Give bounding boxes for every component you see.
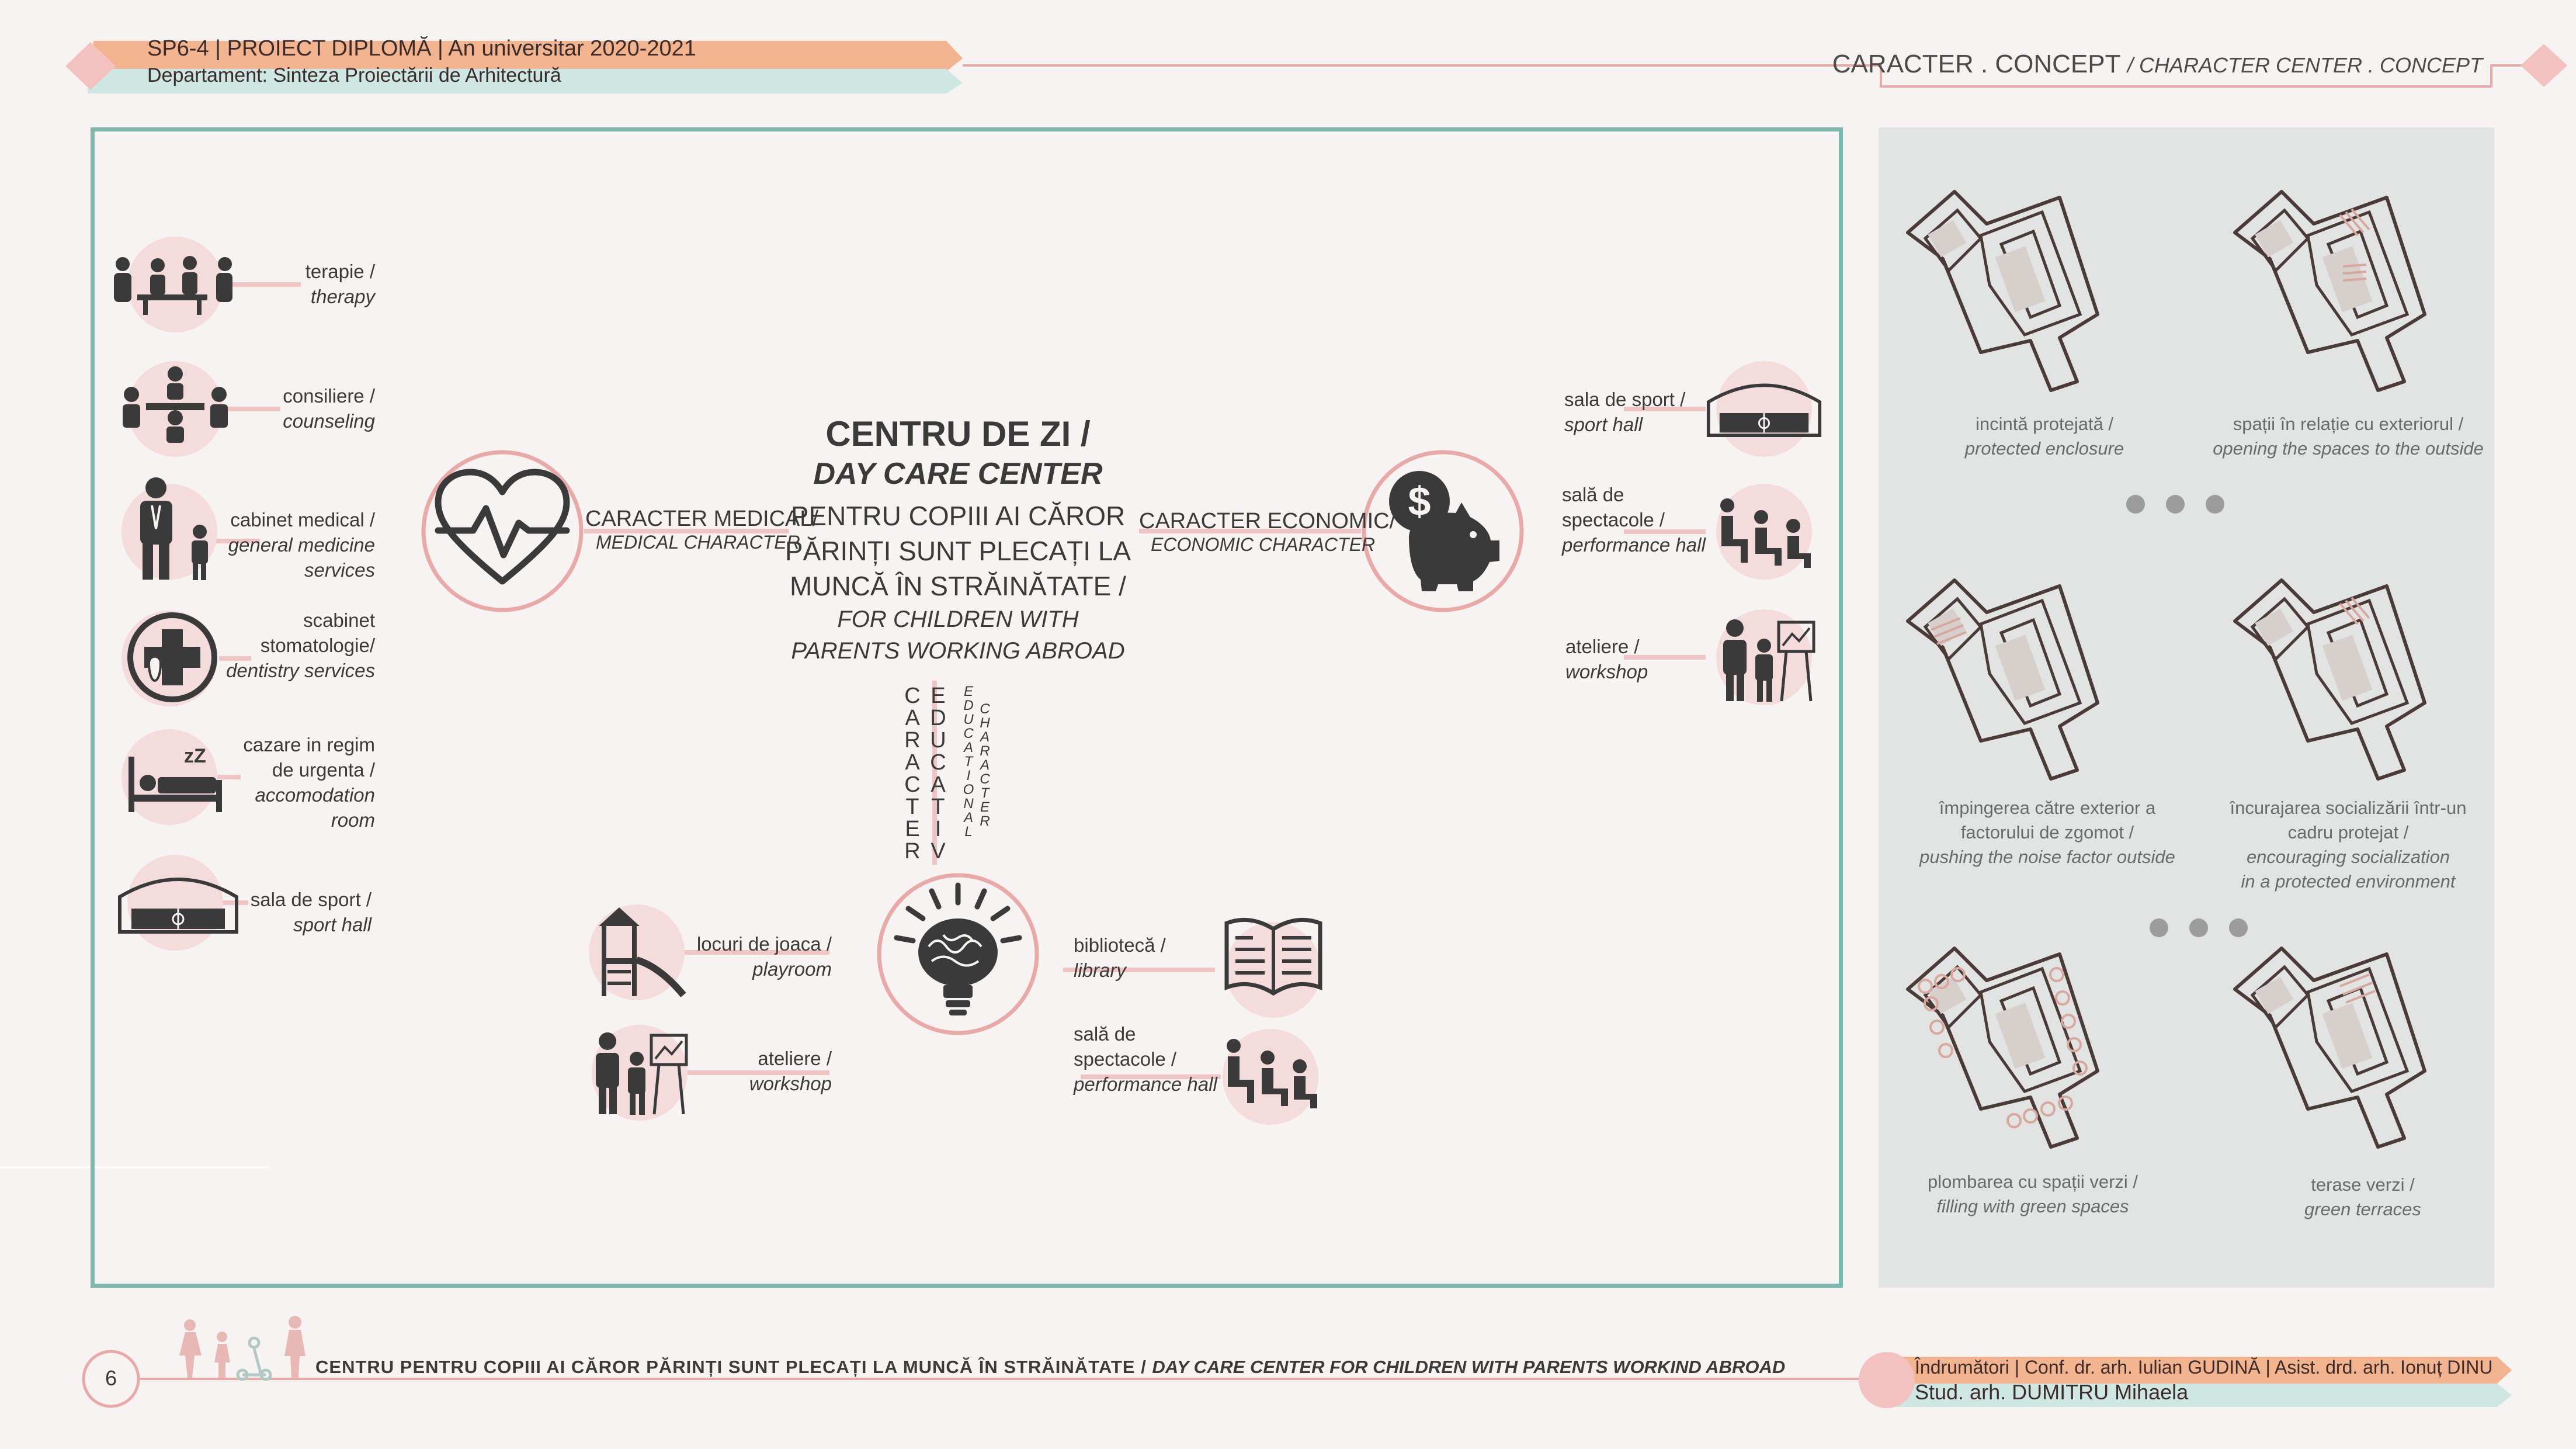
children-figures-icon xyxy=(172,1313,318,1381)
footer-title-ro: CENTRU PENTRU COPIII AI CĂROR PĂRINȚI SUNT PLECAȚI LA MUNCĂ ÎN STRĂINĂTATE / xyxy=(315,1357,1147,1377)
concept-caption-3: împingerea către exterior a factorului de zgomot / pushing the noise factor outside xyxy=(1919,798,2175,867)
workshop-icon xyxy=(1717,611,1817,704)
footer-mentors: Îndrumători | Conf. dr. arh. Iulian GUDINĂ | Asist. drd. arh. Ionuț DINU xyxy=(1915,1357,2493,1378)
center-sub-ro-2: PĂRINȚI SUNT PLECAȚI LA xyxy=(784,536,1131,566)
concept-caption-5: plombarea cu spații verzi / filling with green spaces xyxy=(1927,1171,2138,1216)
sport-hall-icon xyxy=(1706,374,1822,441)
dental-cross-icon xyxy=(126,611,219,704)
counseling-icon xyxy=(117,362,234,444)
footer-student: Stud. arh. DUMITRU Mihaela xyxy=(1915,1380,2189,1404)
concept-plans xyxy=(1879,127,2494,1288)
economic-label-ro: CARACTER ECONOMIC/ xyxy=(1139,509,1396,533)
playroom-label: locuri de joaca / playroom xyxy=(696,933,832,980)
edu-workshop-label: ateliere / workshop xyxy=(749,1048,832,1094)
concept-caption-1: incintă protejată / protected enclosure xyxy=(1964,414,2124,459)
edu-performance-hall-label: sală de spectacole / performance hall xyxy=(1074,1023,1217,1095)
eco-workshop-label: ateliere / workshop xyxy=(1565,636,1648,682)
piggy-bank-icon xyxy=(1386,467,1502,596)
eco-performance-hall-label: sală de spectacole / performance hall xyxy=(1562,484,1706,556)
sport-hall-icon xyxy=(117,868,239,938)
bed-icon xyxy=(126,739,225,815)
section-title-main: CARACTER . CONCEPT xyxy=(1832,50,2120,78)
vertical-educativ: E D U C A T I V xyxy=(930,684,946,864)
therapy-icon xyxy=(108,252,242,317)
counseling-label: consiliere / counseling xyxy=(283,385,375,432)
audience-icon xyxy=(1714,494,1814,570)
concept-caption-6: terase verzi / green terraces xyxy=(2304,1174,2421,1219)
svg-text:zZ: zZ xyxy=(184,745,206,767)
center-sub-ro-3: MUNCĂ ÎN STRĂINĂTATE / xyxy=(790,571,1126,601)
header-department-line: Departament: Sinteza Proiectării de Arhitectură xyxy=(147,64,561,86)
audience-icon xyxy=(1221,1034,1320,1110)
library-label: bibliotecă / library xyxy=(1074,934,1166,981)
center-sub-en-1: FOR CHILDREN WITH xyxy=(837,606,1079,632)
sport-hall-label: sala de sport / sport hall xyxy=(250,889,372,935)
doctor-icon xyxy=(130,476,217,581)
header-project-line: SP6-4 | PROIECT DIPLOMĂ | An universitar 2020-2021 xyxy=(147,36,696,61)
center-title-ro: CENTRU DE ZI / xyxy=(825,414,1091,453)
heart-pulse-icon xyxy=(432,467,572,596)
accommodation-label: cazare in regim de urgenta / accomodation room xyxy=(243,734,375,831)
medical-character-label xyxy=(585,507,818,554)
lightbulb-brain-icon xyxy=(885,882,1031,1028)
medical-cabinet-label: cabinet medical / general medicine services xyxy=(228,509,375,581)
dentistry-label: scabinet stomatologie/ dentistry services xyxy=(226,609,375,681)
therapy-label: terapie / therapy xyxy=(305,261,375,307)
vertical-caracter: C A R A C T E R xyxy=(904,684,921,864)
section-title-sub: / CHARACTER CENTER . CONCEPT xyxy=(2127,53,2483,77)
center-title-en: DAY CARE CENTER xyxy=(813,457,1103,491)
page-number: 6 xyxy=(105,1366,117,1390)
medical-label-ro: CARACTER MEDICAL/ xyxy=(585,507,819,531)
concept-caption-2: spații în relație cu exteriorul / opening the spaces to the outside xyxy=(2213,414,2484,459)
footer-title-en: DAY CARE CENTER FOR CHILDREN WITH PARENTS WORKIND ABROAD xyxy=(1152,1357,1786,1377)
workshop-icon xyxy=(590,1024,689,1117)
economic-character-label xyxy=(1139,509,1395,556)
center-sub-en-2: PARENTS WORKING ABROAD xyxy=(791,638,1125,664)
playground-icon xyxy=(590,903,689,999)
svg-text:$: $ xyxy=(1408,479,1431,524)
concept-caption-4: încurajarea socializării într-un cadru protejat / encouraging socialization in a protected environment xyxy=(2230,798,2467,892)
eco-sport-hall-label: sala de sport / sport hall xyxy=(1564,389,1686,435)
vertical-educational: E D U C A T I O N A L xyxy=(963,684,974,840)
economic-label-en: ECONOMIC CHARACTER xyxy=(1151,534,1376,555)
book-icon xyxy=(1221,911,1326,999)
medical-label-en: MEDICAL CHARACTER xyxy=(596,532,800,553)
center-title-block xyxy=(771,414,1145,667)
vertical-character: C H A R A C T E R xyxy=(980,701,990,829)
center-sub-ro-1: PENTRU COPIII AI CĂROR xyxy=(790,501,1126,531)
footer-title xyxy=(315,1357,1785,1378)
